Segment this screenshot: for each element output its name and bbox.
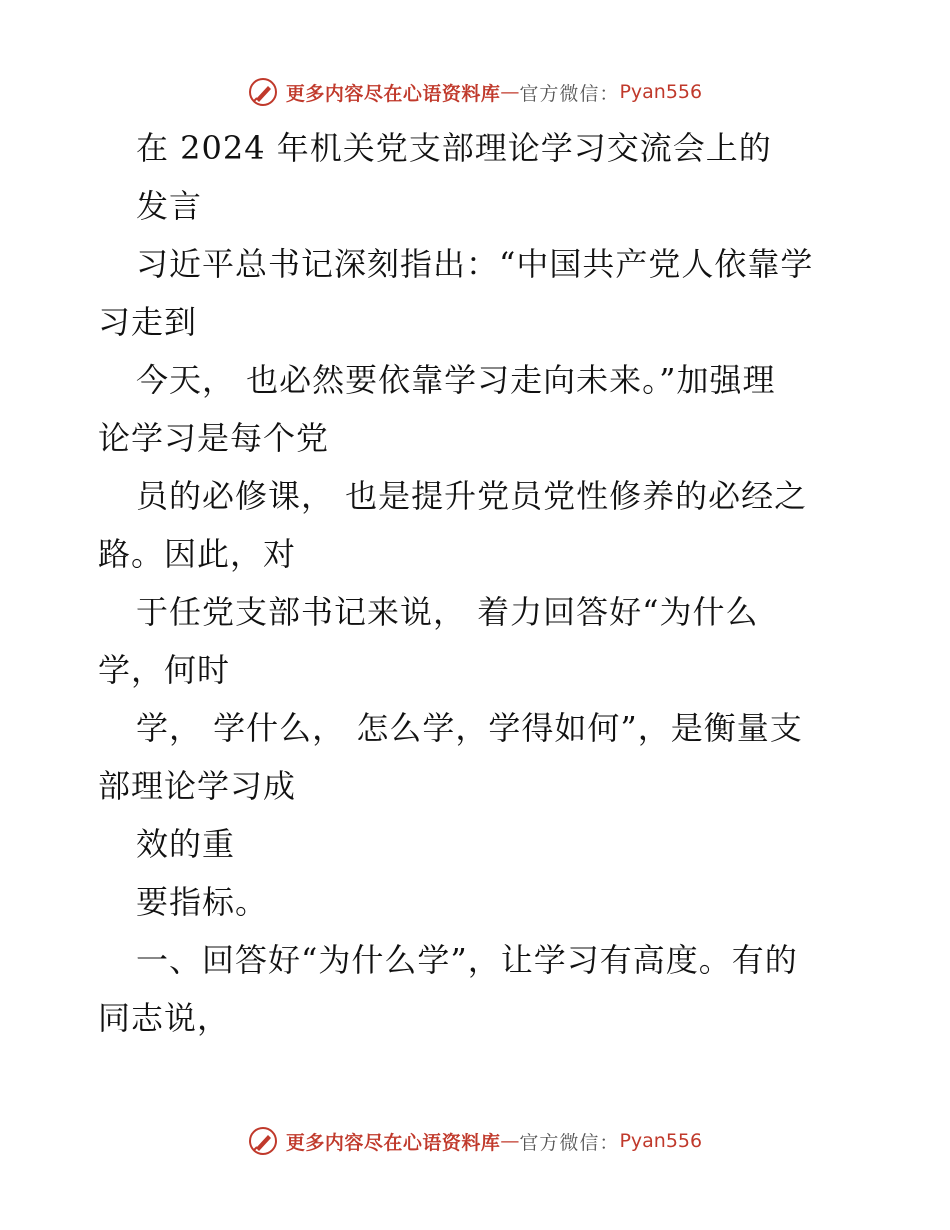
watermark-wechat-id: Pyan556 [619,81,703,103]
doc-line: 部理论学习成 [98,767,297,805]
doc-line: 路。因此，对 [98,535,297,573]
doc-line: 于任党支部书记来说， 着力回答好“为什么 [136,593,759,631]
doc-line: 习近平总书记深刻指出：“中国共产党人依靠学 [136,245,814,283]
watermark-suffix: 官方微信： [519,82,620,105]
pen-logo-icon [248,1126,278,1156]
doc-line: 在 2024 年机关党支部理论学习交流会上的 [136,129,772,167]
doc-line: 学，何时 [98,651,231,689]
watermark-separator: — [500,81,520,103]
doc-line: 论学习是每个党 [98,419,330,457]
doc-line: 习走到 [98,303,198,341]
header-watermark [0,72,950,112]
watermark-wechat-id: Pyan556 [619,1130,703,1152]
doc-line: 学， 学什么， 怎么学，学得如何”，是衡量支 [136,709,803,747]
doc-line: 要指标。 [136,883,269,921]
doc-line: 一、回答好“为什么学”，让学习有高度。有的 [136,941,798,979]
doc-line: 发言 [136,187,203,225]
doc-line: 效的重 [136,825,236,863]
doc-line: 同志说， [98,999,231,1037]
watermark-separator: — [500,1130,520,1152]
watermark-text: 更多内容尽在心语资料库 [285,82,501,105]
watermark-text: 更多内容尽在心语资料库 [285,1131,501,1154]
watermark-suffix: 官方微信： [519,1131,620,1154]
doc-line: 员的必修课， 也是提升党员党性修养的必经之 [136,477,808,515]
footer-watermark [0,1121,950,1161]
doc-line: 今天， 也必然要依靠学习走向未来。”加强理 [136,361,776,399]
pen-logo-icon [248,77,278,107]
